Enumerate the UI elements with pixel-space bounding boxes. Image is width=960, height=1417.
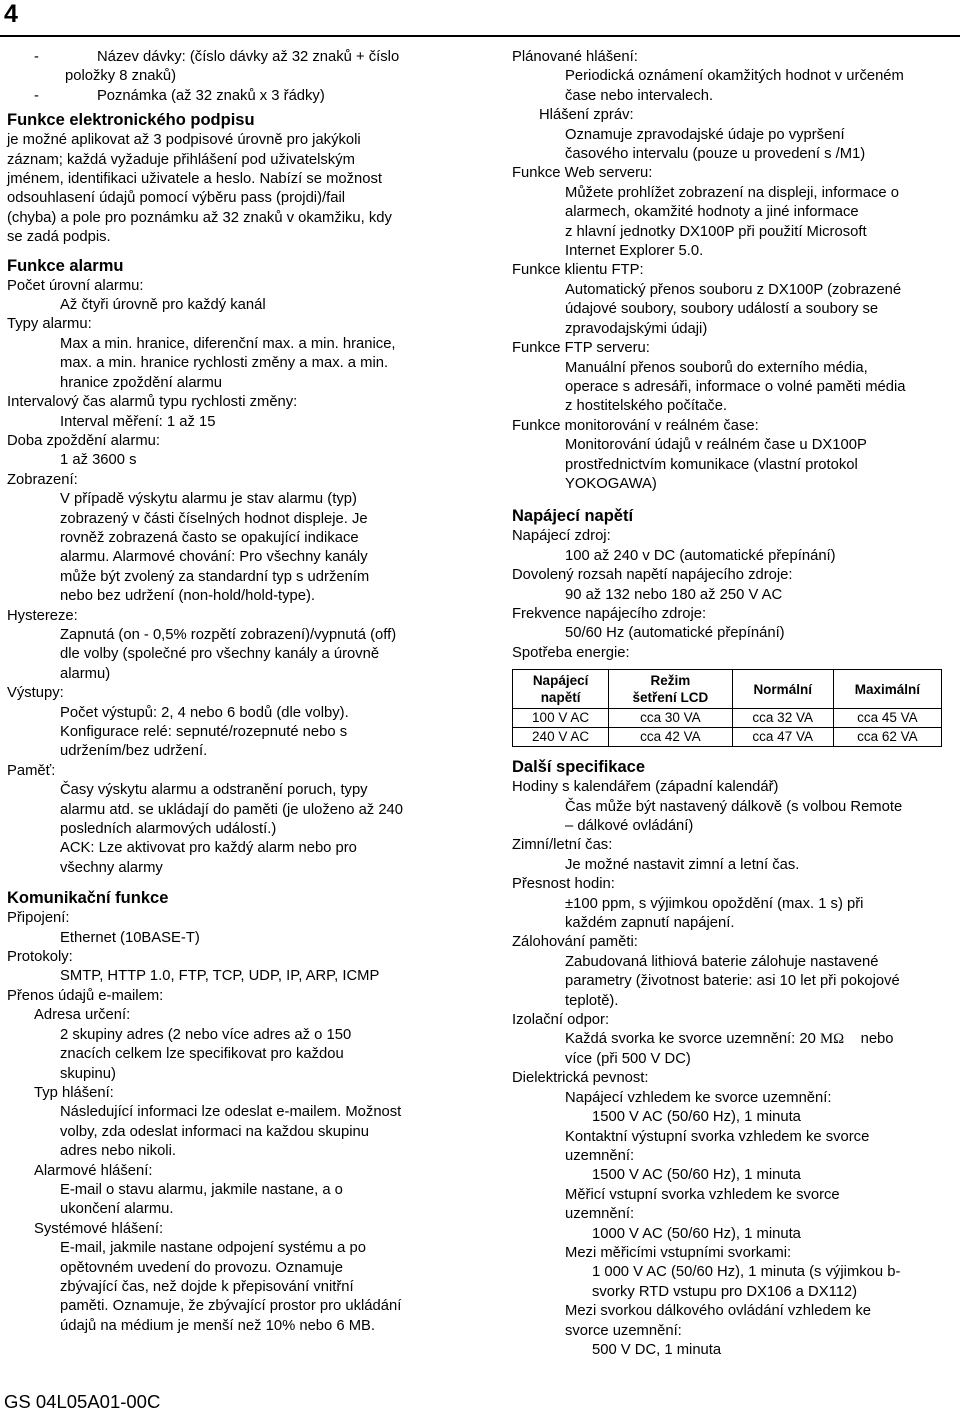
spec-value: Zabudovaná lithiová baterie zálohuje nastavené xyxy=(565,953,879,970)
spec-sublabel: svorce uzemnění: xyxy=(565,1322,682,1339)
header-rule xyxy=(0,35,960,37)
spec-value: – dálkové ovládání) xyxy=(565,818,694,834)
spec-label: Doba zpoždění alarmu: xyxy=(7,432,160,449)
spec-value: zbývající čas, než dojde k přepisování vnitřní xyxy=(60,1278,354,1295)
spec-value: Max a min. hranice, diferenční max. a min. hranice, xyxy=(60,335,396,352)
spec-value: zobrazený v části číselných hodnot displeje. Je xyxy=(60,510,368,527)
spec-value: Počet výstupů: 2, 4 nebo 6 bodů (dle volby). xyxy=(60,704,349,721)
spec-value: Automatický přenos souboru z DX100P (zobrazené xyxy=(565,281,902,298)
spec-value: ACK: Lze aktivovat pro každý alarm nebo pro xyxy=(60,840,357,857)
spec-value: paměti. Oznamuje, že zbývající prostor pro ukládání xyxy=(60,1298,402,1315)
table-header-cell: Napájecí napětí xyxy=(513,670,609,709)
spec-value: ukončení alarmu. xyxy=(60,1201,174,1218)
table-header-cell: Režim šetření LCD xyxy=(609,670,732,709)
spec-value: Zapnutá (on - 0,5% rozpětí zobrazení)/vypnutá (off) xyxy=(60,626,397,643)
spec-value: z hlavní jednotky DX100P při použití Microsoft xyxy=(565,223,867,240)
spec-label: Protokoly: xyxy=(7,949,73,966)
page-number: 4 xyxy=(4,0,18,28)
spec-value: nebo bez udržení (non-hold/hold-type). xyxy=(60,588,316,605)
spec-sublabel: Mezi měřicími vstupními svorkami: xyxy=(565,1244,792,1261)
list-item: - Poznámka (až 32 znaků x 3 řádky) xyxy=(34,87,325,104)
spec-value: volby, zda odeslat informaci na každou skupinu xyxy=(60,1123,369,1140)
spec-value: Periodická oznámení okamžitých hodnot v určeném xyxy=(565,68,904,85)
footer-document-code: GS 04L05A01-00C xyxy=(4,1391,161,1412)
spec-label: Zálohování paměti: xyxy=(512,934,638,951)
spec-value: posledních alarmových událostí.) xyxy=(60,821,277,838)
spec-value: 500 V DC, 1 minuta xyxy=(592,1341,722,1358)
spec-sublabel: Hlášení zpráv: xyxy=(539,107,634,124)
spec-value: 1000 V AC (50/60 Hz), 1 minuta xyxy=(592,1225,801,1242)
table-header-cell: Maximální xyxy=(833,670,941,709)
table-cell: cca 62 VA xyxy=(833,728,941,747)
paragraph-line: se zadá podpis. xyxy=(7,229,111,246)
spec-value: Ethernet (10BASE-T) xyxy=(60,929,200,946)
spec-sublabel: Měřicí vstupní svorka vzhledem ke svorce xyxy=(565,1186,840,1203)
spec-value: udržením/bez udržení. xyxy=(60,743,208,760)
spec-value: V případě výskytu alarmu je stav alarmu (typ) xyxy=(60,491,357,508)
spec-label: Výstupy: xyxy=(7,685,64,702)
spec-label: Funkce monitorování v reálném čase: xyxy=(512,417,759,434)
spec-label: Typy alarmu: xyxy=(7,316,92,333)
spec-label: Zimní/letní čas: xyxy=(512,837,613,854)
list-item-cont: položky 8 znaků) xyxy=(65,68,177,85)
spec-sublabel: Kontaktní výstupní svorka vzhledem ke svorce xyxy=(565,1128,870,1145)
spec-value: 2 skupiny adres (2 nebo více adres až o 150 xyxy=(60,1026,352,1043)
spec-value: údajové soubory, soubory událostí a soubory se xyxy=(565,301,879,318)
spec-value: skupinu) xyxy=(60,1065,116,1082)
spec-sublabel: uzemnění: xyxy=(565,1147,635,1164)
spec-value: 1 000 V AC (50/60 Hz), 1 minuta (s výjimkou b- xyxy=(592,1264,901,1281)
spec-value: Každá svorka ke svorce uzemnění: 20 MΩ nebo xyxy=(565,1031,894,1048)
spec-value: ±100 ppm, s výjimkou opoždění (max. 1 s) při xyxy=(565,895,864,912)
spec-value: Manuální přenos souborů do externího média, xyxy=(565,359,868,376)
spec-label: Hystereze: xyxy=(7,607,78,624)
spec-value: 1 až 3600 s xyxy=(60,452,137,469)
spec-value: může být zvolený za standardní typ s udržením xyxy=(60,568,370,585)
list-item: - Název dávky: (číslo dávky až 32 znaků + číslo xyxy=(34,49,400,65)
power-consumption-table xyxy=(512,669,942,747)
spec-value: alarmu. Alarmové chování: Pro všechny kanály xyxy=(60,549,368,566)
spec-value: Interval měření: 1 až 15 xyxy=(60,413,216,430)
table-cell: cca 47 VA xyxy=(732,728,833,747)
spec-value: Následující informaci lze odeslat e-mailem. Možnost xyxy=(60,1104,402,1121)
spec-value: adres nebo nikoli. xyxy=(60,1143,176,1160)
spec-sublabel: Napájecí vzhledem ke svorce uzemnění: xyxy=(565,1089,832,1106)
table-row xyxy=(513,709,942,728)
spec-label: Dielektrická pevnost: xyxy=(512,1070,649,1087)
spec-value: Internet Explorer 5.0. xyxy=(565,243,704,260)
section-heading-power: Napájecí napětí xyxy=(512,507,634,526)
paragraph-line: (chyba) a pole pro poznámku až 32 znaků v okamžiku, kdy xyxy=(7,209,392,226)
spec-value: Monitorování údajů v reálném čase u DX100P xyxy=(565,437,867,454)
table-cell: cca 32 VA xyxy=(732,709,833,728)
paragraph-line: odsouhlasení údajů pomocí výběru pass (projdi)/fail xyxy=(7,190,346,207)
spec-label: Připojení: xyxy=(7,910,70,927)
spec-label: Funkce klientu FTP: xyxy=(512,262,644,279)
spec-value: 50/60 Hz (automatické přepínání) xyxy=(565,625,785,642)
spec-label: Dovolený rozsah napětí napájecího zdroje: xyxy=(512,567,793,584)
spec-value: alarmu) xyxy=(60,665,111,682)
spec-value: operace s adresáři, informace o volné paměti média xyxy=(565,378,906,395)
spec-value: čase nebo intervalech. xyxy=(565,87,714,104)
spec-label: Frekvence napájecího zdroje: xyxy=(512,605,707,622)
spec-value: všechny alarmy xyxy=(60,859,163,876)
spec-value: více (při 500 V DC) xyxy=(565,1050,691,1067)
spec-value: opětovném uvedení do provozu. Oznamuje xyxy=(60,1259,343,1276)
spec-value: 90 až 132 nebo 180 až 250 V AC xyxy=(565,586,783,603)
table-cell: 240 V AC xyxy=(513,728,609,747)
spec-value: E-mail o stavu alarmu, jakmile nastane, a o xyxy=(60,1181,343,1198)
spec-label: Přenos údajů e-mailem: xyxy=(7,987,164,1004)
spec-value: YOKOGAWA) xyxy=(565,475,657,492)
table-row xyxy=(513,728,942,747)
spec-value: teplotě). xyxy=(565,992,619,1009)
table-cell: cca 42 VA xyxy=(609,728,732,747)
spec-label: Paměť: xyxy=(7,762,56,779)
spec-value: 1500 V AC (50/60 Hz), 1 minuta xyxy=(592,1167,801,1184)
spec-value: Je možné nastavit zimní a letní čas. xyxy=(565,856,800,873)
table-cell: cca 30 VA xyxy=(609,709,732,728)
spec-value: rovněž zobrazená často se opakující indikace xyxy=(60,529,359,546)
spec-value: zpravodajskými údaji) xyxy=(565,320,708,337)
spec-value: prostřednictvím komunikace (vlastní protokol xyxy=(565,456,858,473)
spec-value: Čas může být nastavený dálkově (s volbou Remote xyxy=(565,798,903,815)
spec-label: Funkce Web serveru: xyxy=(512,165,653,182)
spec-value: parametry (životnost baterie: asi 10 let při pokojové xyxy=(565,973,900,990)
spec-label: Izolační odpor: xyxy=(512,1012,610,1029)
spec-value: max. a min. hranice rychlosti změny a max. a min. xyxy=(60,355,389,372)
spec-value: znacích celkem lze specifikovat pro každou xyxy=(60,1046,344,1063)
spec-value: E-mail, jakmile nastane odpojení systému a po xyxy=(60,1240,366,1257)
spec-label: Přesnost hodin: xyxy=(512,876,615,893)
spec-sublabel: Typ hlášení: xyxy=(34,1084,114,1101)
table-cell: 100 V AC xyxy=(513,709,609,728)
spec-sublabel: Mezi svorkou dálkového ovládání vzhledem ke xyxy=(565,1303,871,1320)
spec-value: alarmech, okamžité hodnoty a jiné informace xyxy=(565,204,859,221)
spec-value: Až čtyři úrovně pro každý kanál xyxy=(60,297,266,314)
spec-value: Konfigurace relé: sepnuté/rozepnuté nebo s xyxy=(60,724,348,740)
spec-value: Časy výskytu alarmu a odstranění poruch, typy xyxy=(60,782,368,799)
left-column xyxy=(7,48,463,1336)
spec-value: hranice zpoždění alarmu xyxy=(60,374,223,391)
spec-value: svorky RTD vstupu pro DX106 a DX112) xyxy=(592,1283,858,1300)
spec-label: Počet úrovní alarmu: xyxy=(7,277,144,294)
spec-label: Napájecí zdroj: xyxy=(512,528,611,545)
spec-sublabel: uzemnění: xyxy=(565,1206,635,1223)
table-header-row xyxy=(513,670,942,709)
section-heading-communication: Komunikační funkce xyxy=(7,889,169,908)
spec-label: Spotřeba energie: xyxy=(512,644,630,661)
section-heading-specs: Další specifikace xyxy=(512,758,645,777)
spec-label: Plánované hlášení: xyxy=(512,49,638,65)
section-heading-alarm: Funkce alarmu xyxy=(7,256,124,275)
section-heading-signature: Funkce elektronického podpisu xyxy=(7,111,255,130)
spec-value: 1500 V AC (50/60 Hz), 1 minuta xyxy=(592,1109,801,1126)
spec-value: Můžete prohlížet zobrazení na displeji, informace o xyxy=(565,184,899,201)
spec-sublabel: Alarmové hlášení: xyxy=(34,1162,153,1179)
spec-label: Intervalový čas alarmů typu rychlosti změny: xyxy=(7,394,298,411)
paragraph-line: záznam; každá vyžaduje přihlášení pod uživatelským xyxy=(7,151,355,168)
table-header-cell: Normální xyxy=(732,670,833,709)
right-column xyxy=(512,48,955,1360)
spec-label: Hodiny s kalendářem (západní kalendář) xyxy=(512,779,779,796)
spec-value: alarmu atd. se ukládají do paměti (je uloženo až 240 xyxy=(60,801,404,818)
spec-value: údajů na médium je menší než 10% nebo 6 MB. xyxy=(60,1317,376,1334)
spec-value: z hostitelského počítače. xyxy=(565,398,728,415)
spec-label: Funkce FTP serveru: xyxy=(512,340,650,357)
spec-sublabel: Systémové hlášení: xyxy=(34,1220,164,1237)
spec-label: Zobrazení: xyxy=(7,471,78,488)
spec-value: časového intervalu (pouze u provedení s /M1) xyxy=(565,146,866,163)
megaohm-unit: MΩ xyxy=(819,1031,845,1048)
spec-value: dle volby (společné pro všechny kanály a úrovně xyxy=(60,646,380,663)
spec-value: každém zapnutí napájení. xyxy=(565,915,735,932)
spec-sublabel: Adresa určení: xyxy=(34,1007,131,1024)
spec-value: 100 až 240 v DC (automatické přepínání) xyxy=(565,547,836,564)
paragraph-line: je možné aplikovat až 3 podpisové úrovně pro jakýkoli xyxy=(7,132,361,149)
spec-value: SMTP, HTTP 1.0, FTP, TCP, UDP, IP, ARP, ICMP xyxy=(60,968,380,985)
spec-value: Oznamuje zpravodajské údaje po vypršení xyxy=(565,126,845,143)
paragraph-line: jménem, identifikaci uživatele a heslo. Nabízí se možnost xyxy=(7,171,383,188)
table-cell: cca 45 VA xyxy=(833,709,941,728)
